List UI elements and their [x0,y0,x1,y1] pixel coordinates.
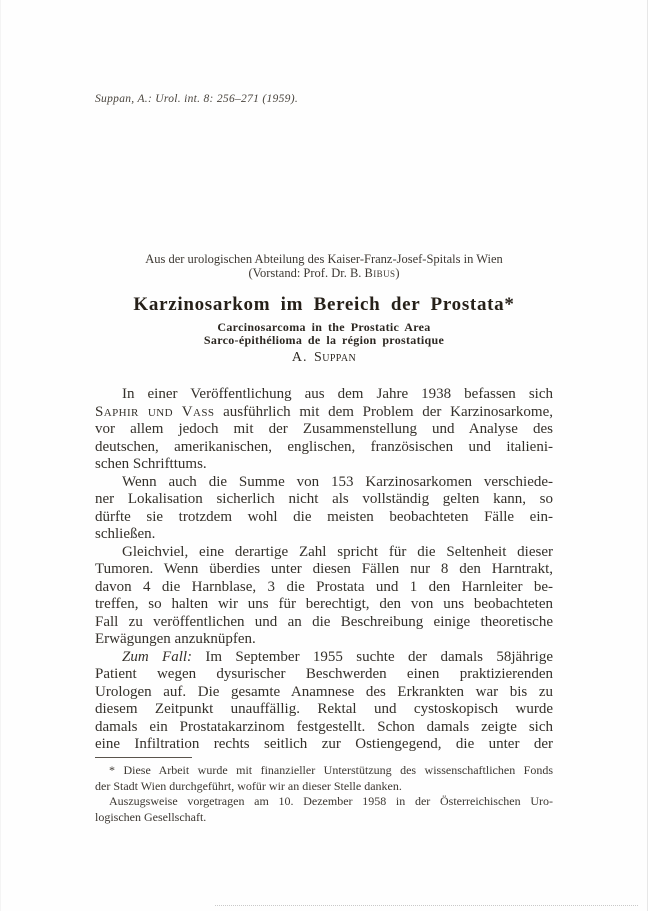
text-line [95,684,553,702]
text-segment: ner Lokalisation sicherlich nicht als vollständig gelten kann, so [95,491,553,507]
text-segment: A. [291,350,315,365]
text-line [95,561,553,579]
text-line [95,579,553,597]
affiliation-line-1: Aus der urologischen Abteilung des Kaiser-Franz-Josef-Spitals in Wien [145,252,503,266]
text-segment: Auszugsweise vorgetragen am 10. Dezember 1958 in der Österreichischen Uro- [109,794,553,808]
affiliation-line-2 [95,266,553,281]
text-line [95,763,553,779]
footnotes [95,763,553,825]
text-line [95,386,553,404]
text-segment: schen Schrifttums. [95,456,207,472]
text-line [95,810,553,826]
text-line [95,474,553,492]
text-segment: Gleichviel, eine derartige Zahl spricht für die Seltenheit dieser [122,543,553,560]
text-line [95,509,553,527]
text-segment: Patient wegen dysurischer Beschwerden einen praktizierenden [95,666,553,682]
text-line [95,596,553,614]
text-segment: schließen. [95,526,156,542]
text-segment: treffen, so halten wir uns für berechtigt, den von uns beobachteten [95,596,553,612]
text-line [95,779,553,795]
text-segment: davon 4 die Harnblase, 3 die Prostata und 1 den Harnleiter be- [95,578,553,595]
text-segment: Wenn auch die Summe von 153 Karzinosarkomen verschiede- [122,473,553,490]
text-segment: Urologen auf. Die gesamte Anamnese des Erkrankten war bis zu [95,683,553,700]
text-line [95,439,553,457]
text-line [95,631,553,649]
text-segment: Zum Fall: [122,648,193,665]
article-body [95,386,553,754]
text-segment: Suppan [314,350,357,365]
text-segment: dürfte sie trotzdem wohl die meisten beobachteten Fälle ein- [95,508,553,525]
text-segment: deutschen, amerikanischen, englischen, französischen und italieni- [95,438,553,455]
text-line [95,421,553,439]
text-segment: Im September 1955 suchte der damals 58jährige [192,648,553,665]
text-segment: damals ein Prostatakarzinom festgestellt. Schon damals zeigte sich [95,718,553,735]
text-line [95,491,553,509]
text-segment: ) [395,266,400,280]
scan-artifact-bottom-edge [215,905,638,906]
subtitle-english: Carcinosarcoma in the Prostatic Area [217,320,431,334]
text-segment: Fall zu veröffentlichen und an die Beschreibung einige theoretische [95,613,553,630]
text-segment: In einer Veröffentlichung aus dem Jahre 1938 befassen sich [122,386,553,402]
text-segment: ausführlich mit dem Problem der Karzinosarkome, [214,403,554,420]
text-line [95,544,553,562]
text-line [95,666,553,684]
text-segment: vor allem jedoch mit der Zusammenstellung und Analyse des [95,421,553,437]
text-line [95,456,553,474]
subtitle-french: Sarco-épithélioma de la région prostatique [203,333,445,347]
text-segment: Erwägungen anzuknüpfen. [95,631,256,647]
text-segment: der Stadt Wien durchgeführt, wofür wir an dieser Stelle danken. [95,778,402,793]
text-segment: diesem Zeitpunkt unauffällig. Rektal und cystoskopisch wurde [95,701,553,717]
text-line [95,614,553,632]
text-segment: (Vorstand: Prof. Dr. B. [248,266,365,280]
text-line [95,736,553,754]
text-line [95,526,553,544]
text-line [95,649,553,667]
text-line [95,701,553,719]
paper-title: Karzinosarkom im Bereich der Prostata* [133,294,515,315]
text-line [95,404,553,422]
footnote-separator [95,757,192,758]
text-line [95,719,553,737]
text-segment: * Diese Arbeit wurde mit finanzieller Unterstützung des wissenschaftlichen Fonds [109,763,553,777]
text-segment: eine Infiltration rechts seitlich zur Ostiengegend, die unter der [95,736,553,752]
text-line [95,794,553,810]
text-segment: logischen Gesellschaft. [95,809,207,824]
text-segment: Saphir und Vass [95,403,215,420]
journal-citation: Suppan, A.: Urol. int. 8: 256–271 (1959). [95,93,298,105]
text-segment: Bibus [364,266,396,280]
text-segment: Tumoren. Wenn überdies unter diesen Fällen nur 8 den Harntrakt, [95,561,553,577]
author-name [95,350,553,366]
